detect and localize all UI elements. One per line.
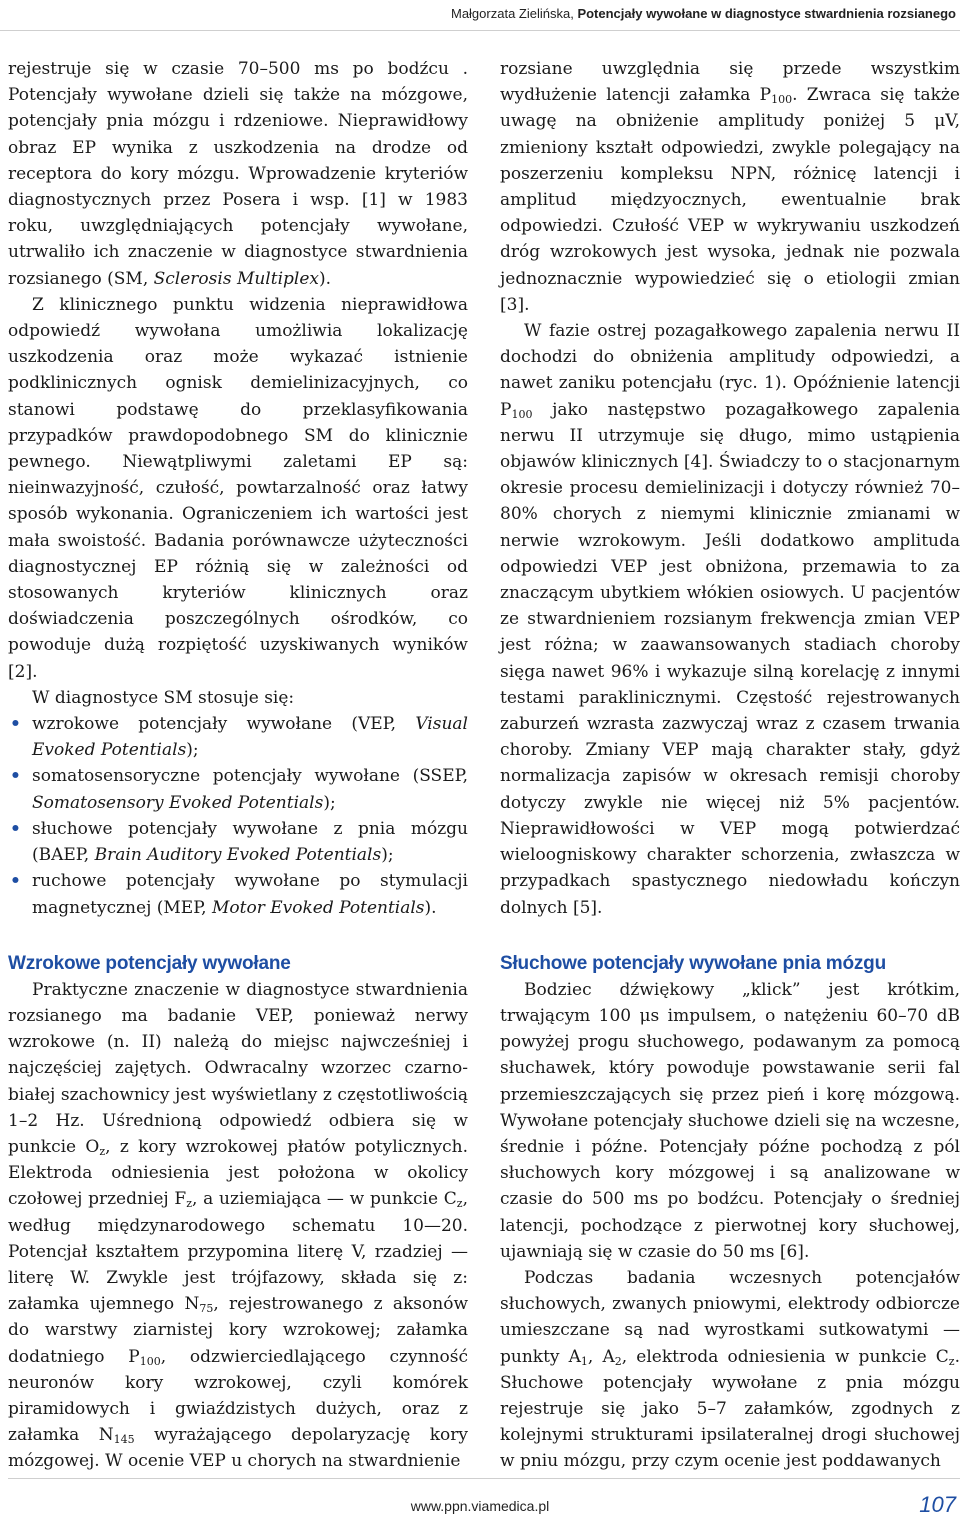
page-number: 107	[919, 1492, 956, 1517]
header-title: Potencjały wywołane w diagnostyce stwardnienia rozsianego	[577, 6, 956, 21]
paragraph: Praktyczne znaczenie w diagnostyce stwardnienia rozsianego ma badanie VEP, ponieważ nerwy wzrokowe (n. II) należą do miejsc najwcześniej i najczęściej zajętych. Odwracalny wzorzec czarno-białej szachownicy jest wyświetlany z częstotliwością 1–2 Hz. Uśrednioną odpowiedź odbiera się w punkcie $O_z$, z kory wzrokowej płatów potylicznych. Elektroda odniesienia jest położona w okolicy czołowej przedniej $F_z$, a uziemiająca — w punkcie $C_z$, według międzynarodowego schematu 10—20. Potencjał kształtem przypomina literę V, rzadziej — literę W. Zwykle jest trójfazowy, składa się z: załamka ujemnego $N_{75}$, rejestrowanego z aksonów do warstwy ziarnistej kory wzrokowej; załamka dodatniego $P_{100}$, odzwierciedlającego czynność neuronów kory wzrokowej, czyli komórek piramidowych i gwiaździstych dużych, oraz z załamka $N_{145}$ wyrażającego depolaryzację kory mózgowej. W ocenie VEP u chorych na stwardnienie	[8, 979, 468, 1472]
list-item: • somatosensoryczne potencjały wywołane (SSEP, Somatosensory Evoked Potentials);	[8, 763, 468, 815]
paragraph: rozsiane uwzględnia się przede wszystkim wydłużenie latencji załamka $P_{100}$. Zwraca się także uwagę na obniżenie amplitudy poniżej 5 μV, zmieniony kształt odpowiedzi, zwykle polegający na poszerzeniu kompleksu NPN, różnicę latencji i amplitud międzyocznych, ewentualnie brak odpowiedzi. Czułość VEP w wykrywaniu uszkodzeń dróg wzrokowych jest wysoka, jednak nie pozwala jednoznacznie wypowiedzieć się o etiologii zmian [3].	[500, 59, 960, 315]
paragraph: Z klinicznego punktu widzenia nieprawidłowa odpowiedź wywołana umożliwia lokalizację uszkodzenia oraz może wykazać istnienie podklinicznych ognisk demielinizacyjnych, co stanowi podstawę do przeklasyfikowania przypadków prawdopodobnego SM do klinicznie pewnego. Niewątpliwymi zaletami EP są: nieinwazyjność, czułość, powtarzalność oraz łatwy sposób wykonania. Ograniczeniem ich wartości jest mała swoistość. Badania porównawcze użyteczności diagnostycznej EP różnią się w zależności od stosowanych kryteriów klinicznych oraz doświadczenia poszczególnych ośrodków, co powoduje dużą rozpiętość uzyskiwanych wyników [2].	[8, 294, 468, 682]
section-heading-baep: Słuchowe potencjały wywołane pnia mózgu	[500, 952, 886, 974]
section-heading-vep: Wzrokowe potencjały wywołane	[8, 952, 291, 974]
list-item: • ruchowe potencjały wywołane po stymulacji magnetycznej (MEP, Motor Evoked Potentials).	[8, 868, 468, 920]
left-column	[8, 56, 468, 1475]
paragraph: Podczas badania wczesnych potencjałów słuchowych, zwanych pniowymi, elektrody odbiorcze umieszczane są nad wyrostkami sutkowatymi — punkty $A_1$, $A_2$, elektroda odniesienia w punkcie $C_z$. Słuchowe potencjały wywołane z pnia mózgu rejestruje się jako 5–7 załamków, zgodnych z kolejnymi strukturami ipsilateralnej drogi słuchowej w pniu mózgu, przy czym ocenie jest poddawanych	[500, 1267, 960, 1472]
bullet-list	[8, 711, 468, 921]
running-header	[0, 0, 960, 31]
journal-url-link[interactable]: www.ppn.viamedica.pl	[410, 1498, 550, 1514]
paragraph: rejestruje się w czasie 70–500 ms po bodźcu . Potencjały wywołane dzieli się także na mózgowe, potencjały pnia mózgu i rdzeniowe. Nieprawidłowy obraz EP wynika z uszkodzenia na drodze od receptora do kory mózgu. Wprowadzenie kryteriów diagnostycznych przez Posera i wsp. [1] w 1983 roku, uwzględniających potencjały wywołane, utrwaliło ich znaczenie w diagnostyce stwardnienia rozsianego (SM, Sclerosis Multiplex).	[8, 59, 468, 289]
paragraph: W diagnostyce SM stosuje się:	[32, 687, 295, 708]
footer-rule	[8, 1478, 960, 1479]
paragraph: Bodziec dźwiękowy „klick” jest krótkim, trwającym 100 μs impulsem, o natężeniu 60–70 dB powyżej progu słuchowego, podawanym za pomocą słuchawek, który powoduje powstawanie serii fal przemieszczających się przez pień i korę mózgową. Wywołane potencjały słuchowe dzieli się na wczesne, średnie i późne. Potencjały późne pochodzą z pól słuchowych kory mózgowej i są analizowane w czasie do 500 ms po bodźcu. Potencjały o średniej latencji, pochodzące z pierwotnej kory słuchowej, ujawniają się w czasie do 50 ms [6].	[500, 979, 960, 1262]
list-item: • słuchowe potencjały wywołane z pnia mózgu (BAEP, Brain Auditory Evoked Potentials);	[8, 816, 468, 868]
list-item: • wzrokowe potencjały wywołane (VEP, Visual Evoked Potentials);	[8, 711, 468, 763]
right-column	[500, 56, 960, 1475]
page-footer	[0, 1478, 960, 1524]
paragraph: W fazie ostrej pozagałkowego zapalenia nerwu II dochodzi do obniżenia amplitudy odpowiedzi, a nawet zaniku potencjału (ryc. 1). Opóźnienie latencji $P_{100}$ jako następstwo pozagałkowego zapalenia nerwu II utrzymuje się długo, mimo ustąpienia objawów klinicznych [4]. Świadczy to o stacjonarnym okresie procesu demielinizacji i dotyczy również 70–80% chorych z niemymi klinicznie zmianami w nerwie wzrokowym. Jeśli dodatkowo amplituda odpowiedzi VEP jest obniżona, przemawia to za znaczącym ubytkiem włókien osiowych. U pacjentów ze stwardnieniem rozsianym frekwencja zmian VEP jest różna; w zaawansowanych stadiach choroby sięga nawet 96% i wykazuje silną korelację z innymi testami paraklinicznymi. Częstość rejestrowanych zaburzeń wzrasta zazwyczaj wraz z czasem trwania choroby. Zmiany VEP mają charakter stały, gdyż normalizacja zapisów w okresach remisji choroby dotyczy zwykle nie więcej niż 5% pacjentów. Nieprawidłowości w VEP mogą potwierdzać wieloogniskowy charakter schorzenia, zwłaszcza w przypadkach spastycznego niedowładu kończyn dolnych [5].	[500, 321, 960, 918]
header-authors: Małgorzata Zielińska,	[450, 6, 574, 21]
